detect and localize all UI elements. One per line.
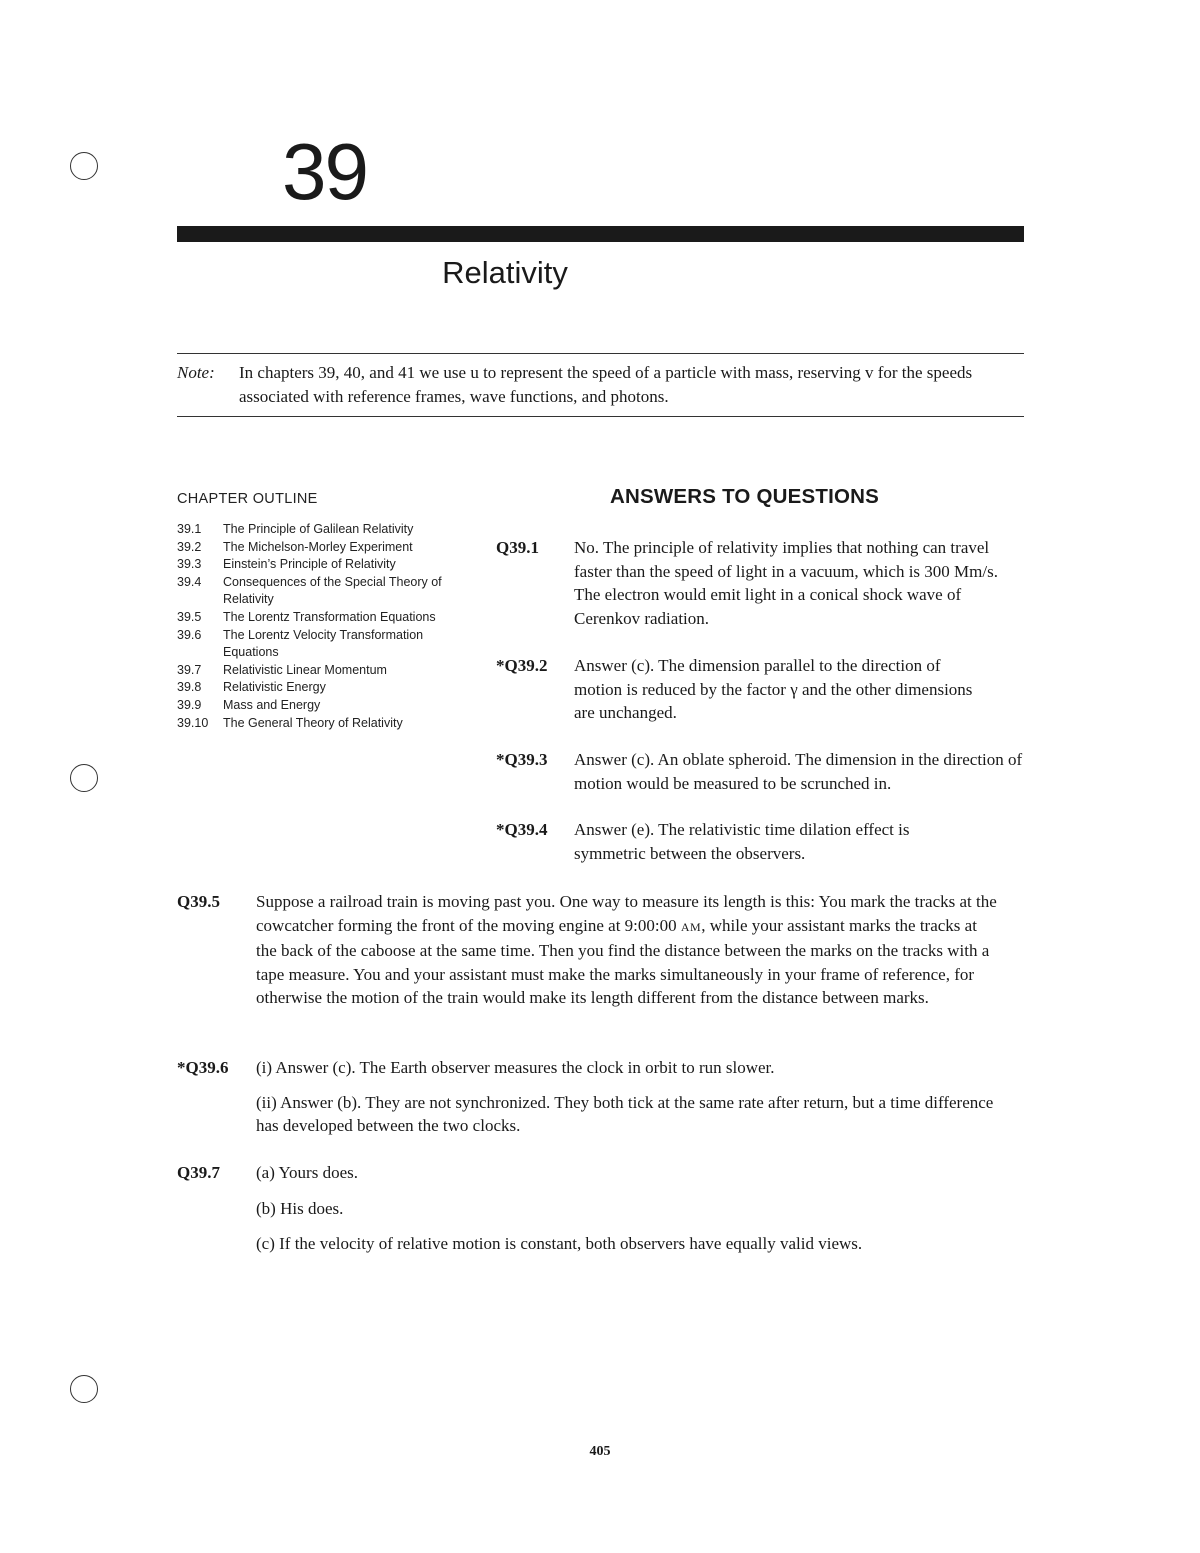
note-text: In chapters 39, 40, and 41 we use u to represent the speed of a particle with mass, reserving v for the speeds associated with reference frames, wave functions, and photons. — [239, 363, 973, 406]
chapter-title: Relativity — [442, 255, 568, 290]
question-label: *Q39.2 — [496, 656, 548, 675]
outline-item-title: The General Theory of Relativity — [223, 715, 403, 730]
outline-item-number: 39.7 — [177, 662, 202, 677]
outline-item-number: 39.5 — [177, 609, 202, 624]
outline-item — [177, 679, 447, 697]
answer-part-a: (a) Yours does. — [256, 1163, 358, 1182]
outline-item — [177, 539, 447, 557]
outline-item-title: Mass and Energy — [223, 697, 321, 712]
outline-item-title: The Michelson-Morley Experiment — [223, 539, 413, 554]
outline-item-number: 39.10 — [177, 715, 209, 730]
outline-item — [177, 697, 447, 715]
answer-text — [256, 1161, 1016, 1256]
question-label: *Q39.3 — [496, 750, 548, 769]
question-label: Q39.1 — [496, 538, 539, 557]
outline-item — [177, 521, 447, 539]
time-suffix: AM — [680, 919, 702, 934]
outline-item-number: 39.9 — [177, 697, 202, 712]
answer-text: Answer (e). The relativistic time dilation effect is symmetric between the observers. — [574, 820, 910, 863]
note-label: Note: — [177, 363, 215, 382]
outline-item-title: Consequences of the Special Theory of Relativity — [223, 574, 442, 607]
question-label: Q39.5 — [177, 892, 220, 911]
question-label: *Q39.4 — [496, 820, 548, 839]
outline-item-number: 39.4 — [177, 574, 202, 589]
answers-heading: ANSWERS TO QUESTIONS — [610, 485, 880, 508]
outline-item — [177, 609, 447, 627]
binder-hole-bottom — [70, 1375, 98, 1403]
answer-text-part: , while your assistant marks the tracks at the back of the caboose at the same time. Then you find the distance between the marks on the tracks with a tape measure. You and your assistant must make the marks simultaneously in your frame of reference, for otherwise the motion of the train would make its length different from the distance between marks. — [256, 915, 990, 1007]
answer-text — [256, 890, 998, 1010]
outline-item-number: 39.1 — [177, 522, 202, 536]
question-label: *Q39.6 — [177, 1058, 229, 1077]
outline-item — [177, 556, 447, 574]
answer-part-i: (i) Answer (c). The Earth observer measures the clock in orbit to run slower. — [256, 1058, 775, 1077]
outline-heading: CHAPTER OUTLINE — [177, 491, 318, 507]
note-bottom-rule — [177, 416, 1024, 417]
outline-item — [177, 574, 447, 609]
page-number: 405 — [589, 1444, 611, 1459]
outline-item-number: 39.3 — [177, 557, 202, 572]
outline-item-title: Relativistic Energy — [223, 680, 326, 695]
outline-item-number: 39.8 — [177, 680, 202, 695]
answer-text — [256, 1056, 998, 1138]
chapter-outline — [177, 491, 447, 732]
outline-item-title: The Lorentz Velocity Transformation Equations — [223, 627, 424, 660]
answer-text: Answer (c). An oblate spheroid. The dimension in the direction of motion would be measured to be scrunched in. — [574, 750, 1023, 793]
outline-item-title: Relativistic Linear Momentum — [223, 662, 387, 677]
answer-part-c: (c) If the velocity of relative motion is constant, both observers have equally valid views. — [256, 1234, 863, 1253]
answer-part-b: (b) His does. — [256, 1198, 344, 1218]
answer-text: No. The principle of relativity implies that nothing can travel faster than the speed of light in a vacuum, which is 300 Mm/s. The electron would emit light in a conical shock wave of Cerenkov radiation. — [574, 538, 998, 628]
outline-list — [177, 521, 447, 732]
note-top-rule — [177, 353, 1024, 354]
chapter-divider-bar — [177, 226, 1024, 242]
outline-item-number: 39.2 — [177, 539, 202, 554]
outline-item — [177, 715, 447, 733]
binder-hole-top — [70, 152, 98, 180]
outline-item-title: The Lorentz Transformation Equations — [223, 609, 436, 624]
outline-item-title: The Principle of Galilean Relativity — [223, 522, 414, 536]
answer-part-ii: (ii) Answer (b). They are not synchronized. They both tick at the same rate after return, but a time difference has developed between the two clocks. — [256, 1092, 994, 1135]
binder-hole-middle — [70, 764, 98, 792]
outline-item-number: 39.6 — [177, 627, 202, 642]
answer-text: Answer (c). The dimension parallel to the direction of motion is reduced by the factor γ and the other dimensions are unchanged. — [574, 656, 973, 722]
outline-item — [177, 627, 447, 662]
chapter-number: 39 — [282, 127, 367, 216]
outline-item-title: Einstein’s Principle of Relativity — [223, 557, 396, 572]
answer-text-part: Suppose a railroad train is moving past you. One way to measure its length is this: You mark the tracks at the cowcatcher forming the front of the moving engine at 9:00:00 — [256, 892, 997, 935]
question-label: Q39.7 — [177, 1163, 220, 1182]
outline-item — [177, 662, 447, 680]
